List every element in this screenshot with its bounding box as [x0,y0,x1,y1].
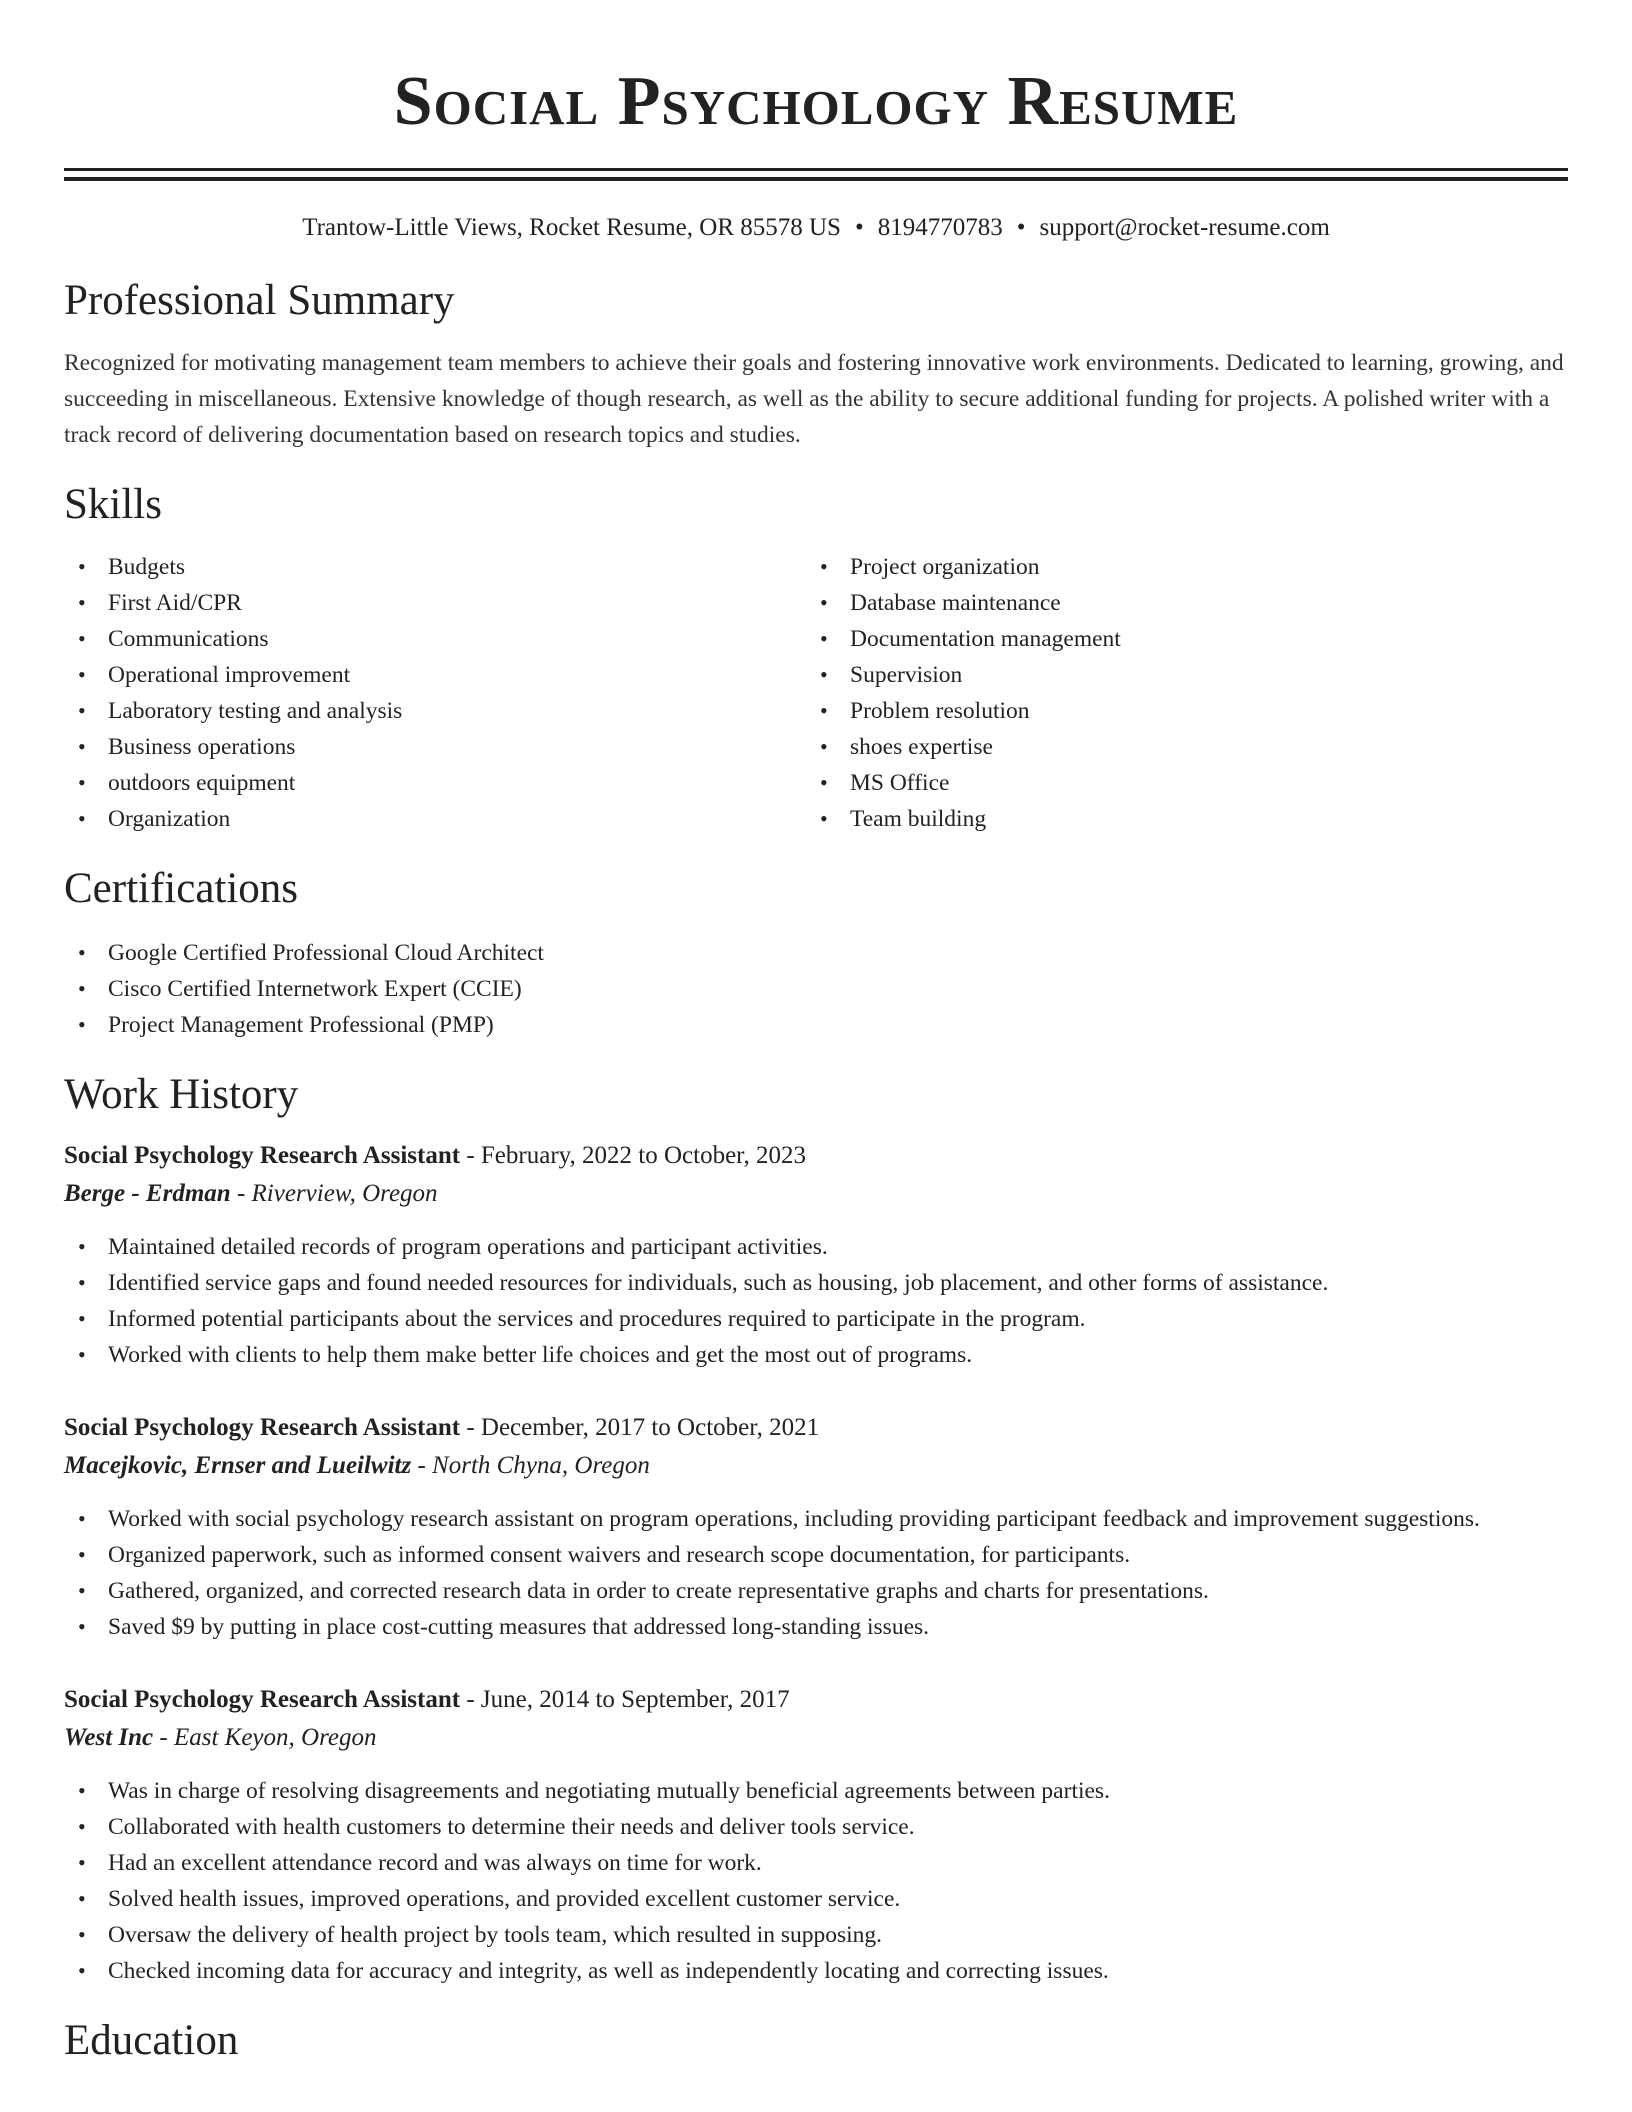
skill-item: • MS Office [806,765,1548,801]
job-entry [64,1681,1568,1989]
job-role: Social Psychology Research Assistant [64,1686,461,1713]
work-history-section [64,1069,1568,1989]
job-company-line [64,1719,1568,1757]
certification-item: • Cisco Certified Internetwork Expert (CCIE) [64,971,1568,1007]
job-company-line [64,1447,1568,1485]
certifications-list [64,935,1568,1043]
job-bullet: • Was in charge of resolving disagreements and negotiating mutually beneficial agreements between parties. [64,1773,1568,1809]
resume-page [64,0,1568,2067]
certifications-heading: Certifications [64,865,299,912]
skill-item: • Operational improvement [64,657,806,693]
job-company: Berge - Erdman [64,1180,231,1207]
job-bullet: • Checked incoming data for accuracy and integrity, as well as independently locating and correcting issues. [64,1953,1568,1989]
job-location: - Riverview, Oregon [230,1180,438,1207]
job-location: - North Chyna, Oregon [411,1452,650,1479]
job-bullet: • Had an excellent attendance record and was always on time for work. [64,1845,1568,1881]
job-bullet: • Worked with clients to help them make better life choices and get the most out of programs. [64,1337,1568,1373]
job-dates: - June, 2014 to September, 2017 [460,1686,790,1713]
skill-item: • Laboratory testing and analysis [64,693,806,729]
job-header [64,1409,1568,1447]
job-header [64,1681,1568,1719]
contact-separator: • [1016,214,1026,241]
skill-item: • Documentation management [806,621,1548,657]
certifications-section [64,863,1568,1043]
job-bullet: • Identified service gaps and found needed resources for individuals, such as housing, job placement, and other forms of assistance. [64,1265,1568,1301]
skill-item: • Problem resolution [806,693,1548,729]
skill-item: • Organization [64,801,806,837]
certification-item: • Google Certified Professional Cloud Architect [64,935,1568,971]
job-bullet: • Collaborated with health customers to determine their needs and deliver tools service. [64,1809,1568,1845]
skills-columns [64,549,1568,837]
education-section [64,2015,1568,2067]
job-bullets [64,1501,1568,1645]
job-role: Social Psychology Research Assistant [64,1142,461,1169]
job-bullet: • Organized paperwork, such as informed consent waivers and research scope documentation, for participants. [64,1537,1568,1573]
skills-right-list [806,549,1548,837]
job-bullets [64,1229,1568,1373]
skill-item: • Communications [64,621,806,657]
job-bullets [64,1773,1568,1989]
job-bullet: • Informed potential participants about the services and procedures required to participate in the program. [64,1301,1568,1337]
contact-phone: 8194770783 [877,214,1003,241]
skill-item: • shoes expertise [806,729,1548,765]
skill-item: • Budgets [64,549,806,585]
education-heading: Education [64,2017,239,2064]
skill-item: • Team building [806,801,1548,837]
job-role: Social Psychology Research Assistant [64,1414,461,1441]
work-history-heading: Work History [64,1071,299,1118]
contact-line [64,211,1568,245]
job-entry [64,1137,1568,1373]
skills-heading: Skills [64,481,162,528]
job-bullet: • Worked with social psychology research assistant on program operations, including providing participant feedback and improvement suggestions. [64,1501,1568,1537]
skills-left-list [64,549,806,837]
skill-item: • outdoors equipment [64,765,806,801]
contact-address: Trantow-Little Views, Rocket Resume, OR 85578 US [302,214,841,241]
summary-text: Recognized for motivating management team members to achieve their goals and fostering innovative work environments. Dedicated to learning, growing, and succeeding in miscellaneous. Extensive knowledge of though research, as well as the ability to secure additional funding for projects. A polished writer with a track record of delivering documentation based on research topics and studies. [64,350,1564,448]
job-bullet: • Saved $9 by putting in place cost-cutting measures that addressed long-standing issues. [64,1609,1568,1645]
job-company: Macejkovic, Ernser and Lueilwitz [64,1452,412,1479]
certification-item: • Project Management Professional (PMP) [64,1007,1568,1043]
skill-item: • Database maintenance [806,585,1548,621]
title-rule-bottom [64,177,1568,181]
job-location: - East Keyon, Oregon [153,1724,377,1751]
summary-heading: Professional Summary [64,277,455,324]
skill-item: • First Aid/CPR [64,585,806,621]
job-dates: - February, 2022 to October, 2023 [460,1142,806,1169]
job-bullet: • Solved health issues, improved operations, and provided excellent customer service. [64,1881,1568,1917]
contact-separator: • [854,214,864,241]
summary-section [64,275,1568,453]
contact-email[interactable]: support@rocket-resume.com [1039,214,1330,241]
skill-item: • Business operations [64,729,806,765]
job-bullet: • Oversaw the delivery of health project by tools team, which resulted in supposing. [64,1917,1568,1953]
job-bullet: • Maintained detailed records of program operations and participant activities. [64,1229,1568,1265]
skill-item: • Supervision [806,657,1548,693]
job-bullet: • Gathered, organized, and corrected research data in order to create representative graphs and charts for presentations. [64,1573,1568,1609]
job-dates: - December, 2017 to October, 2021 [460,1414,820,1441]
skill-item: • Project organization [806,549,1548,585]
title-rule-top [64,168,1568,171]
resume-title: Social Psychology Resume [393,63,1239,140]
job-company: West Inc [64,1724,154,1751]
job-entry [64,1409,1568,1645]
job-company-line [64,1175,1568,1213]
job-header [64,1137,1568,1175]
skills-section [64,479,1568,837]
